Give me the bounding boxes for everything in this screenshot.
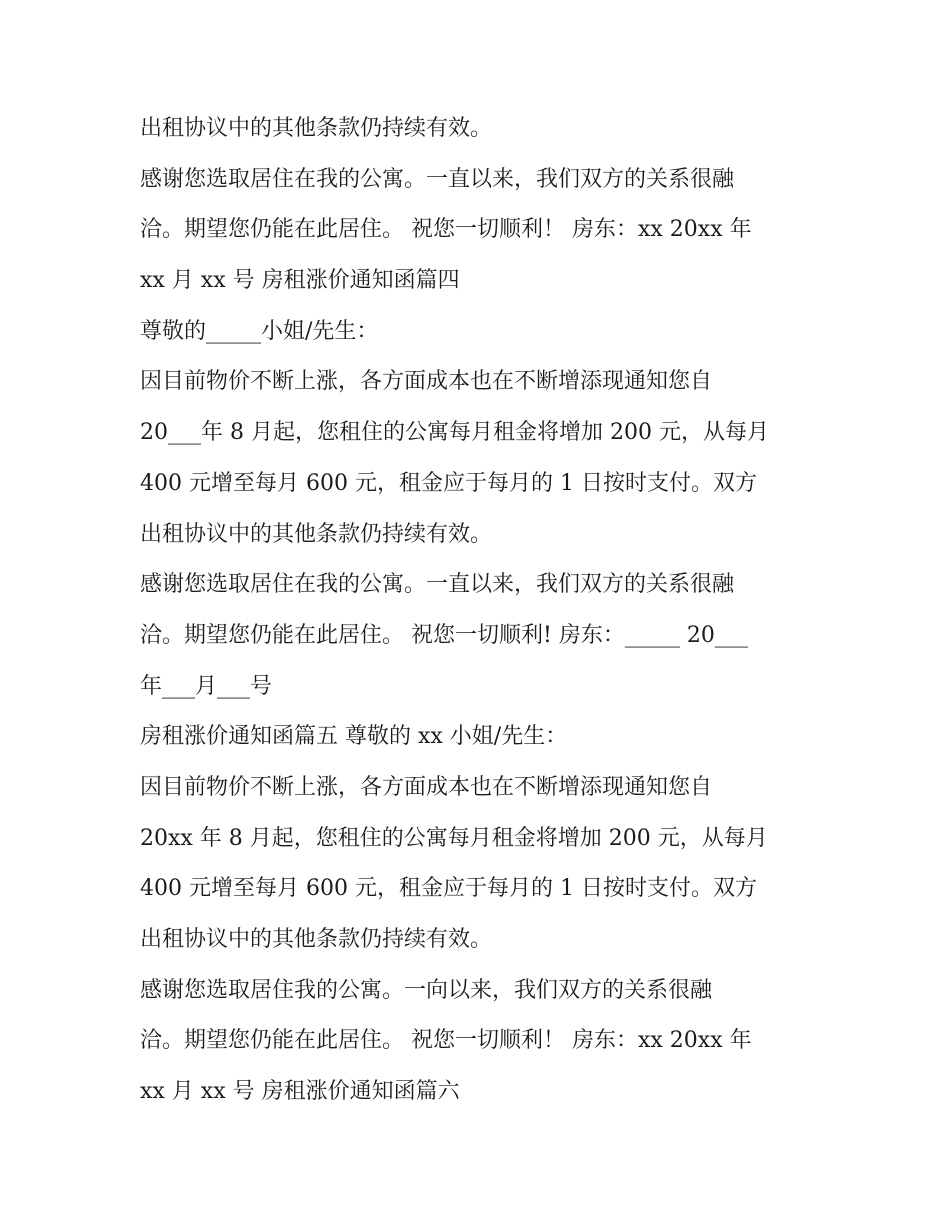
text-line: 因目前物价不断上涨，各方面成本也在不断增添现通知您自: [140, 774, 713, 800]
text-line: 因目前物价不断上涨，各方面成本也在不断增添现通知您自: [140, 369, 713, 395]
text-line: xx 月 xx 号 房租涨价通知函篇四: [140, 268, 460, 294]
text-line: 洽。期望您仍能在此居住。 祝您一切顺利! 房东：_____ 20___: [140, 622, 748, 648]
text-line: 20xx 年 8 月起，您租住的公寓每月租金将增加 200 元，从每月: [140, 825, 768, 851]
text-line: 年___月___号: [140, 673, 273, 699]
text-line: 洽。期望您仍能在此居住。 祝您一切顺利！ 房东：xx 20xx 年: [140, 217, 752, 243]
text-line: 出租协议中的其他条款仍持续有效。: [140, 927, 493, 952]
text-line: 房租涨价通知函篇五 尊敬的 xx 小姐/先生：: [140, 724, 568, 750]
text-line: 400 元增至每月 600 元，租金应于每月的 1 日按时支付。双方: [140, 470, 757, 496]
text-line: xx 月 xx 号 房租涨价通知函篇六: [140, 1079, 460, 1105]
text-line: 20___年 8 月起，您租住的公寓每月租金将增加 200 元，从每月: [140, 420, 769, 446]
document-body: [140, 104, 830, 1118]
text-line: 洽。期望您仍能在此居住。 祝您一切顺利！ 房东：xx 20xx 年: [140, 1028, 752, 1054]
text-line: 出租协议中的其他条款仍持续有效。: [140, 521, 493, 547]
text-line: 感谢您选取居住我的公寓。一向以来，我们双方的关系很融: [140, 977, 713, 1003]
text-line: 400 元增至每月 600 元，租金应于每月的 1 日按时支付。双方: [140, 876, 757, 902]
text-line: 出租协议中的其他条款仍持续有效。: [140, 116, 493, 141]
text-line: 感谢您选取居住在我的公寓。一直以来，我们双方的关系很融: [140, 166, 735, 192]
text-line: 感谢您选取居住在我的公寓。一直以来，我们双方的关系很融: [140, 572, 735, 598]
text-line: 尊敬的_____小姐/先生：: [140, 318, 379, 344]
